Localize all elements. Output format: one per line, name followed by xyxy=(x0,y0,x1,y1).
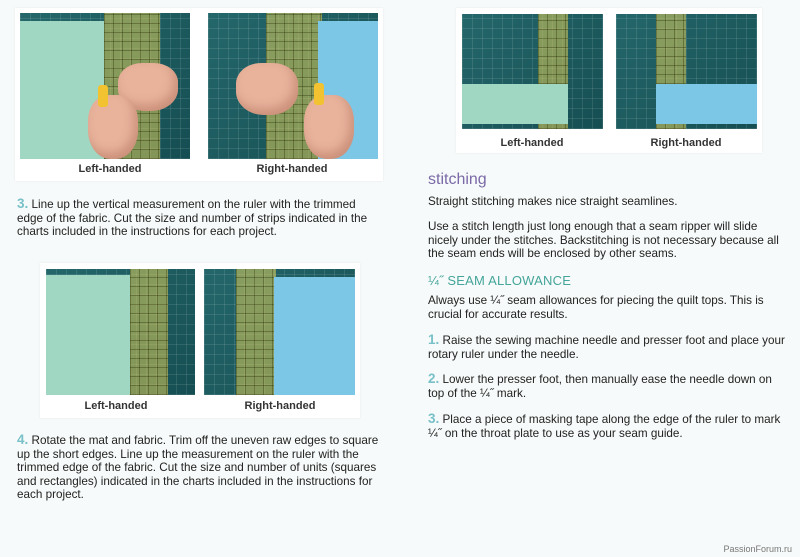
seam-step-3-text: Place a piece of masking tape along the edge of the ruler to mark ¼˝ on the throat plate to use as your seam guide. xyxy=(428,413,781,440)
step-3-text: Line up the vertical measurement on the ruler with the trimmed edge of the fabric. Cut the size and number of strips indicated in the charts included in the instructions for each project. xyxy=(17,198,368,239)
step-3-number: 3. xyxy=(17,196,29,211)
caption-right-handed: Right-handed xyxy=(256,163,328,175)
caption-left-handed: Left-handed xyxy=(84,400,148,412)
seam-step-1 xyxy=(428,333,790,361)
seam-allowance-heading: ¼˝ SEAM ALLOWANCE xyxy=(428,273,572,288)
step-3 xyxy=(17,197,377,239)
seam-step-3 xyxy=(428,412,790,440)
step-4 xyxy=(17,433,381,502)
step-4-number: 4. xyxy=(17,432,29,447)
stitching-heading: stitching xyxy=(428,171,487,188)
step-4-text: Rotate the mat and fabric. Trim off the uneven raw edges to square up the short edges. Line up the measurement on the ruler with the trimmed edge of the fabric. Cut the size and number of units (squares and rectangles) indicated in the charts included in the instructions for each project. xyxy=(17,434,379,502)
photo-right-handed-units xyxy=(204,269,355,395)
photo-left-handed-cutting xyxy=(20,13,190,159)
stitching-paragraph-1: Straight stitching makes nice straight seamlines. xyxy=(428,195,678,208)
caption-right-handed: Right-handed xyxy=(244,400,316,412)
stitching-paragraph-2: Use a stitch length just long enough that a seam ripper will slide nicely under the stitches. Backstitching is not necessary because all the seam ends will be enclosed by other seams. xyxy=(428,220,779,261)
figure-mid-left xyxy=(40,263,360,418)
seam-step-2-number: 2. xyxy=(428,371,440,386)
seam-step-3-number: 3. xyxy=(428,411,440,426)
photo-right-handed-cutting xyxy=(208,13,378,159)
caption-left-handed: Left-handed xyxy=(78,163,142,175)
seam-step-1-number: 1. xyxy=(428,332,440,347)
photo-left-handed-strips xyxy=(462,14,603,129)
figure-top-left xyxy=(15,8,383,181)
watermark: PassionForum.ru xyxy=(723,544,792,554)
seam-step-1-text: Raise the sewing machine needle and presser foot and place your rotary ruler under the needle. xyxy=(428,334,785,361)
caption-right-handed: Right-handed xyxy=(650,137,722,149)
figure-top-right xyxy=(456,8,762,153)
seam-intro: Always use ¼˝ seam allowances for piecing the quilt tops. This is crucial for accurate results. xyxy=(428,294,764,321)
caption-left-handed: Left-handed xyxy=(500,137,564,149)
seam-step-2 xyxy=(428,372,790,400)
seam-step-2-text: Lower the presser foot, then manually ease the needle down on top of the ¼˝ mark. xyxy=(428,373,772,400)
photo-right-handed-strips xyxy=(616,14,757,129)
photo-left-handed-units xyxy=(46,269,195,395)
